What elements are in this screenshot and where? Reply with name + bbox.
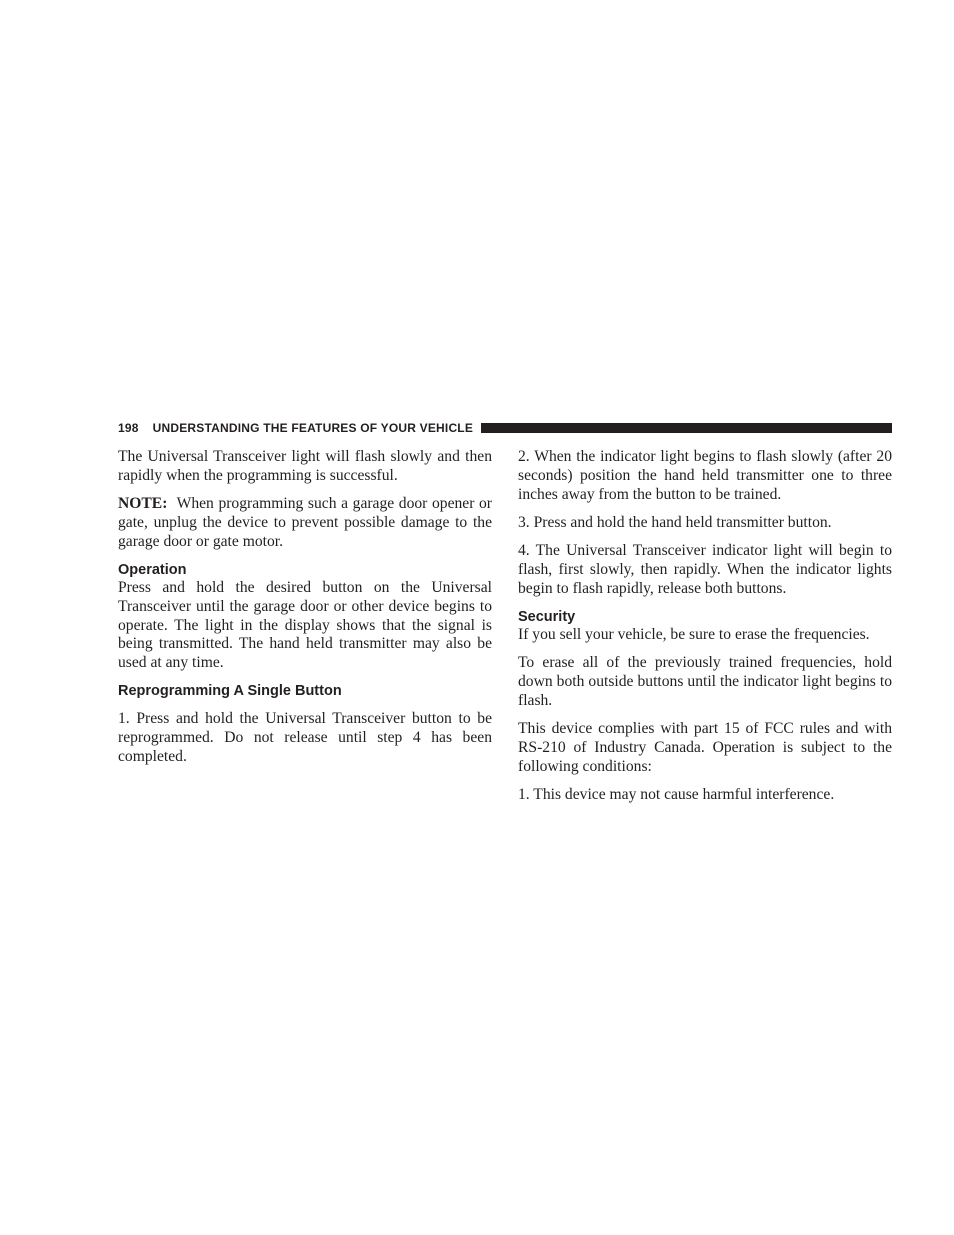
header-rule bbox=[481, 423, 892, 433]
step-2: 2. When the indicator light begins to flash slowly (after 20 seconds) position the hand held transmitter one to three inches away from the button to be trained. bbox=[518, 448, 892, 503]
erase-paragraph: To erase all of the previously trained frequencies, hold down both outside buttons until the indicator light begins to flash. bbox=[518, 654, 892, 709]
security-paragraph: If you sell your vehicle, be sure to erase the frequencies. bbox=[518, 626, 870, 644]
operation-heading: Operation bbox=[118, 561, 187, 578]
note-text: When programming such a garage door opener or gate, unplug the device to prevent possible damage to the garage door or gate motor. bbox=[118, 495, 493, 550]
step-1: 1. Press and hold the Universal Transceiver button to be reprogrammed. Do not release until step 4 has been completed. bbox=[118, 709, 492, 765]
step-3: 3. Press and hold the hand held transmitter button. bbox=[518, 513, 832, 531]
left-column bbox=[118, 448, 492, 776]
section-title: UNDERSTANDING THE FEATURES OF YOUR VEHICLE bbox=[152, 420, 474, 435]
intro-paragraph: The Universal Transceiver light will flash slowly and then rapidly when the programming is successful. bbox=[118, 448, 492, 484]
security-heading: Security bbox=[518, 609, 576, 626]
condition-1: 1. This device may not cause harmful interference. bbox=[518, 786, 835, 804]
right-column bbox=[518, 448, 892, 814]
page-number: 198 bbox=[118, 420, 139, 435]
step-4: 4. The Universal Transceiver indicator light will begin to flash, first slowly, then rapidly. When the indicator lights begin to flash rapidly, release both buttons. bbox=[518, 542, 892, 597]
note-paragraph bbox=[118, 495, 492, 551]
note-label: NOTE: bbox=[118, 495, 168, 513]
operation-paragraph: Press and hold the desired button on the Universal Transceiver until the garage door or other device begins to operate. The light in the display shows that the signal is being transmitted. The hand held transmitter may also be used at any time. bbox=[118, 578, 492, 672]
page-header bbox=[118, 420, 892, 435]
fcc-paragraph: This device complies with part 15 of FCC rules and with RS-210 of Industry Canada. Operation is subject to the following conditions: bbox=[518, 720, 892, 775]
reprogramming-heading: Reprogramming A Single Button bbox=[118, 683, 342, 700]
